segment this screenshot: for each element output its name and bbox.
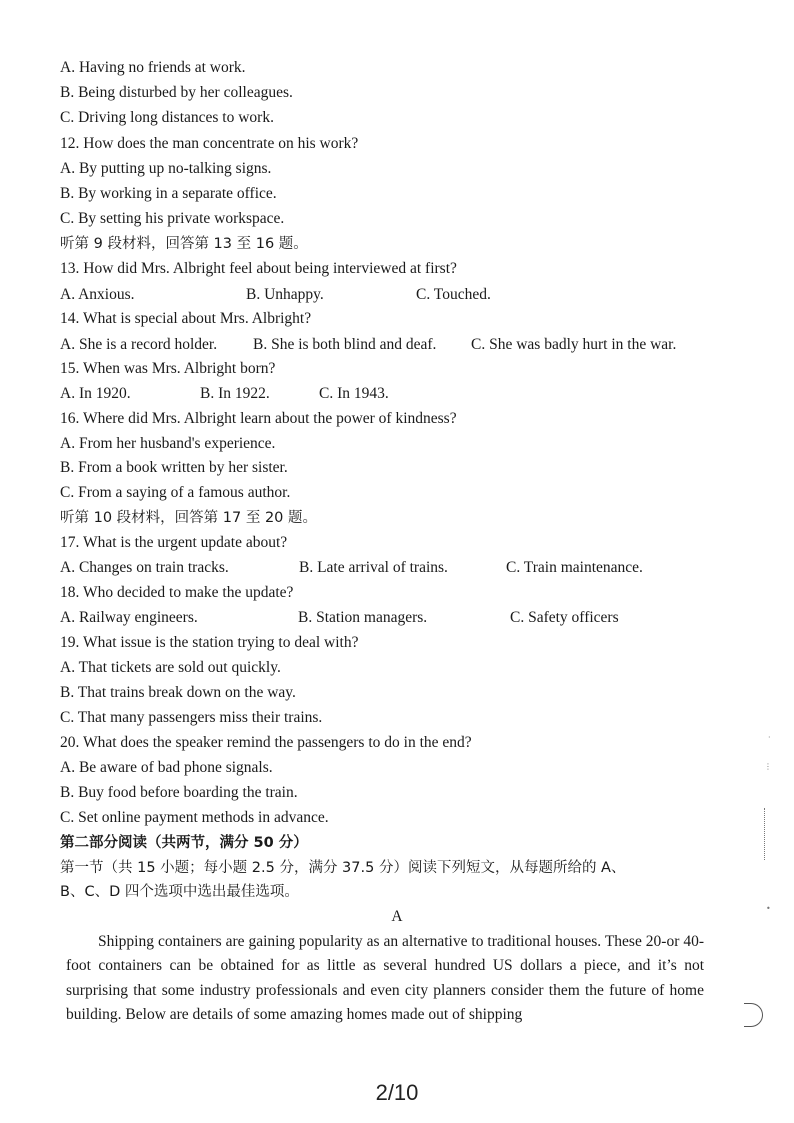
scan-mark: • — [766, 904, 771, 913]
option-b: B. She is both blind and deaf. — [253, 336, 437, 353]
option-b: B. In 1922. — [200, 385, 270, 402]
scan-mark: · — [768, 733, 771, 742]
section-instruction-10: 听第 10 段材料，回答第 17 至 20 题。 — [60, 510, 318, 526]
question-15: 15. When was Mrs. Albright born? — [60, 360, 276, 377]
option-b: B. Unhappy. — [246, 286, 324, 303]
question-17: 17. What is the urgent update about? — [60, 534, 288, 551]
scan-mark: ⋮ — [764, 762, 772, 771]
option-line: A. That tickets are sold out quickly. — [60, 659, 281, 676]
question-16: 16. Where did Mrs. Albright learn about the power of kindness? — [60, 410, 457, 427]
question-18-options — [60, 608, 760, 628]
option-line: B. Being disturbed by her colleagues. — [60, 84, 293, 101]
binder-clip-mark — [744, 1003, 763, 1027]
option-c: C. Safety officers — [510, 609, 619, 626]
option-c: C. In 1943. — [319, 385, 389, 402]
option-line: B. Buy food before boarding the train. — [60, 784, 298, 801]
question-17-options — [60, 558, 760, 578]
option-c: C. Touched. — [416, 286, 491, 303]
option-line: C. Set online payment methods in advance. — [60, 809, 329, 826]
scan-mark — [764, 808, 771, 860]
option-line: A. From her husband's experience. — [60, 435, 276, 452]
question-18: 18. Who decided to make the update? — [60, 584, 294, 601]
section-one-instruction: 第一节（共 15 小题；每小题 2.5 分，满分 37.5 分）阅读下列短文，从每题所给的 A、 — [60, 860, 626, 876]
option-line: C. By setting his private workspace. — [60, 210, 285, 227]
option-a: A. She is a record holder. — [60, 336, 218, 353]
section-instruction-9: 听第 9 段材料，回答第 13 至 16 题。 — [60, 236, 308, 252]
option-line: A. Having no friends at work. — [60, 59, 246, 76]
option-line: B. That trains break down on the way. — [60, 684, 296, 701]
option-line: A. Be aware of bad phone signals. — [60, 759, 273, 776]
option-c: C. Train maintenance. — [506, 559, 643, 576]
option-line: C. From a saying of a famous author. — [60, 484, 291, 501]
question-14: 14. What is special about Mrs. Albright? — [60, 310, 312, 327]
section-one-instruction-cont: B、C、D 四个选项中选出最佳选项。 — [60, 884, 299, 900]
passage-a — [66, 930, 704, 1028]
option-a: A. In 1920. — [60, 385, 131, 402]
question-20: 20. What does the speaker remind the passengers to do in the end? — [60, 734, 472, 751]
option-c: C. She was badly hurt in the war. — [471, 336, 677, 353]
part-two-heading: 第二部分阅读（共两节，满分 50 分） — [60, 835, 308, 851]
passage-paragraph: Shipping containers are gaining popularity as an alternative to traditional houses. These 20-or 40-foot containers can be obtained for as little as several hundred US dollars a piece, and it’s not surprising that some industry professionals and even city planners consider them the future of home building. Below are details of some amazing homes made out of shipping — [66, 933, 704, 1024]
option-line: B. By working in a separate office. — [60, 185, 277, 202]
question-12: 12. How does the man concentrate on his work? — [60, 135, 359, 152]
question-13: 13. How did Mrs. Albright feel about being interviewed at first? — [60, 260, 457, 277]
question-13-options — [60, 285, 760, 305]
question-15-options — [60, 384, 760, 404]
question-14-options — [60, 335, 760, 355]
option-a: A. Anxious. — [60, 286, 135, 303]
passage-letter: A — [391, 908, 403, 925]
option-line: A. By putting up no-talking signs. — [60, 160, 272, 177]
option-a: A. Changes on train tracks. — [60, 559, 229, 576]
option-line: C. That many passengers miss their trains. — [60, 709, 323, 726]
option-line: B. From a book written by her sister. — [60, 459, 288, 476]
option-b: B. Late arrival of trains. — [299, 559, 448, 576]
option-line: C. Driving long distances to work. — [60, 109, 274, 126]
question-19: 19. What issue is the station trying to deal with? — [60, 634, 359, 651]
option-b: B. Station managers. — [298, 609, 428, 626]
option-a: A. Railway engineers. — [60, 609, 198, 626]
page-number: 2/10 — [375, 1080, 419, 1105]
